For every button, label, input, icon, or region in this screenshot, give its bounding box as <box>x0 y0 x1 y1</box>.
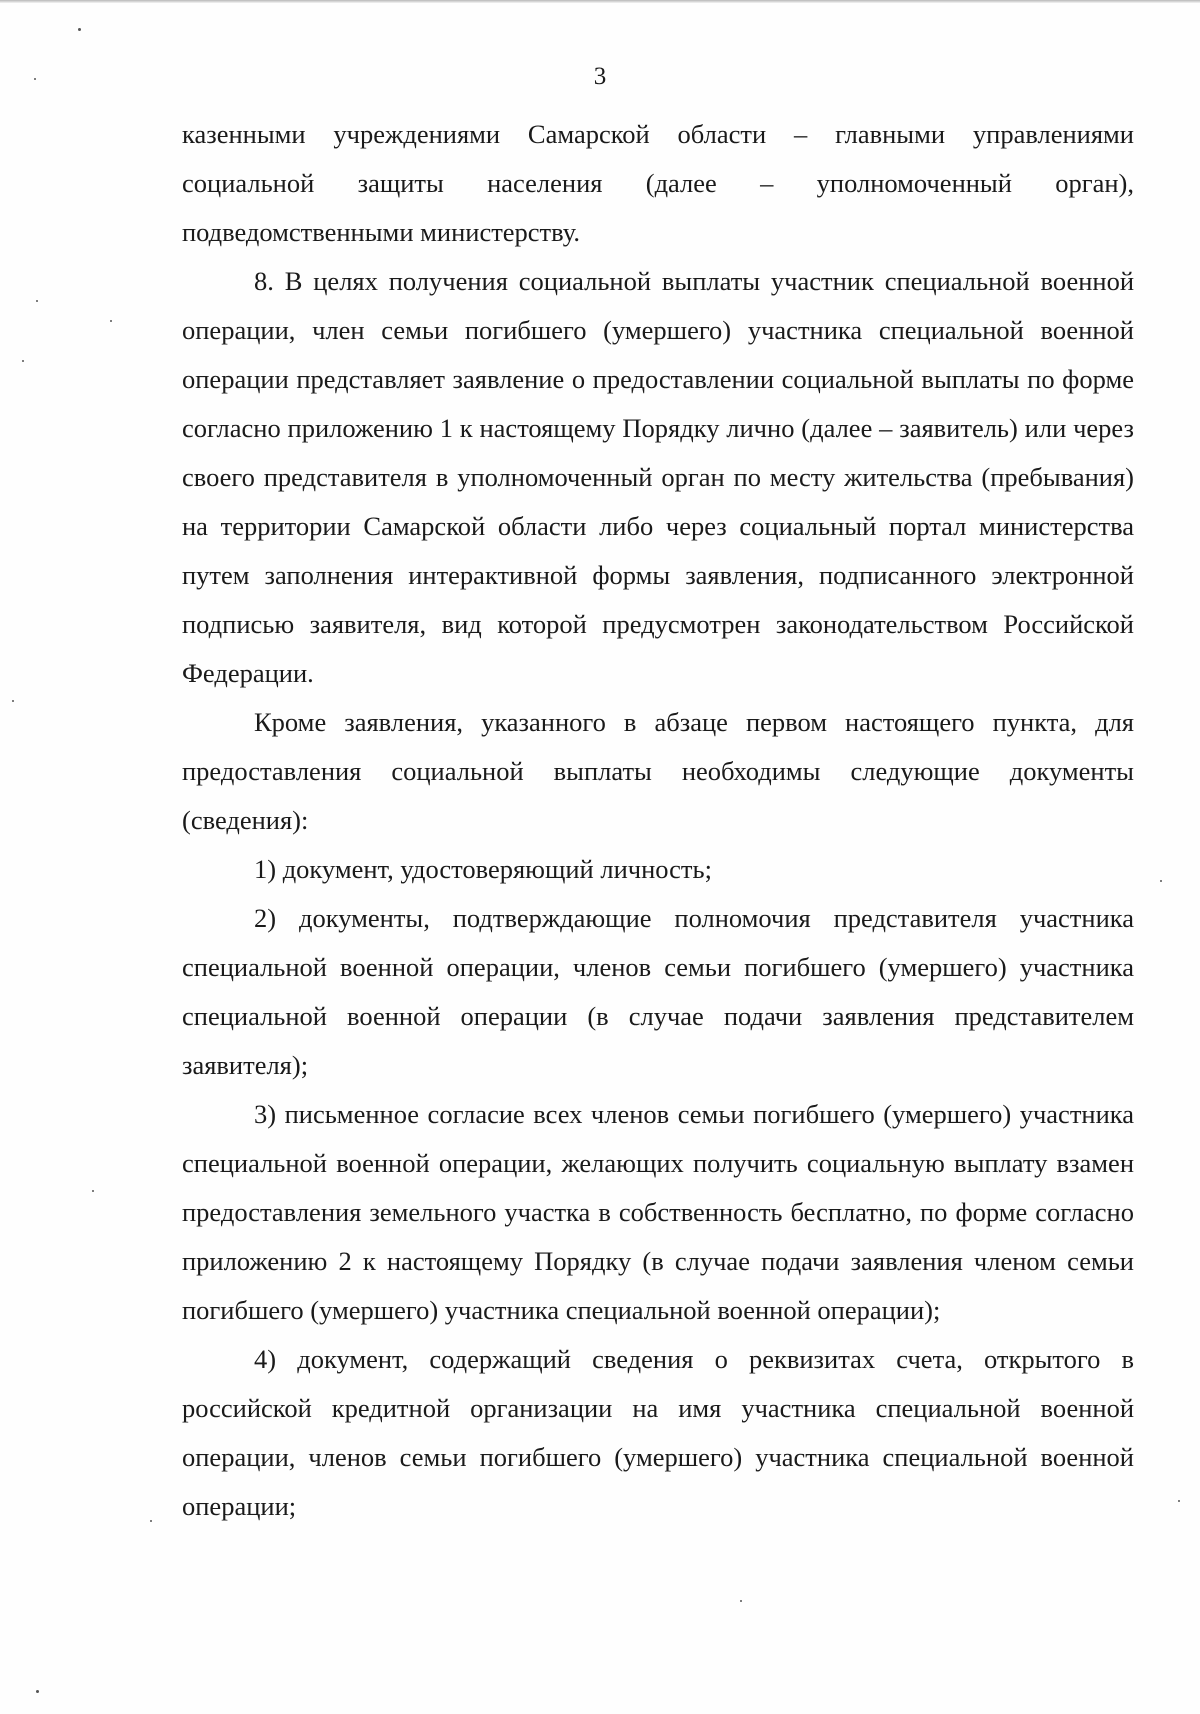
page-number: 3 <box>593 63 607 90</box>
document-body <box>182 110 1134 1531</box>
scan-speck <box>740 1600 742 1602</box>
scan-speck <box>36 1690 39 1693</box>
list-item-1: 1) документ, удостоверяющий личность; <box>254 854 712 884</box>
scan-speck <box>78 28 81 31</box>
paragraph-item-8: 8. В целях получения социальной выплаты участник специальной военной операции, член семьи погибшего (умершего) участника специальной военной операции представляет заявление о предоставлении социальной выплаты по форме согласно приложению 1 к настоящему Порядку лично (далее – заявитель) или через своего представителя в уполномоченный орган по месту жительства (пребывания) на территории Самарской области либо через социальный портал министерства путем заполнения интерактивной формы заявления, подписанного электронной подписью заявителя, вид которой предусмотрен законодательством Российской Федерации. <box>182 266 1134 688</box>
scan-speck <box>12 700 14 702</box>
scan-speck <box>1178 1500 1180 1502</box>
list-item-4: 4) документ, содержащий сведения о реквизитах счета, открытого в российской кредитной организации на имя участника специальной военной операции, членов семьи погибшего (умершего) участника специальной военной операции; <box>182 1344 1134 1521</box>
scan-top-edge <box>0 0 1200 3</box>
scan-speck <box>150 1520 152 1522</box>
paragraph-documents-intro: Кроме заявления, указанного в абзаце первом настоящего пункта, для предоставления социальной выплаты необходимы следующие документы (сведения): <box>182 707 1134 835</box>
scan-speck <box>110 320 112 322</box>
scan-speck <box>36 300 38 302</box>
scan-speck <box>34 78 36 80</box>
scan-speck <box>92 1190 94 1192</box>
paragraph-continuation: казенными учреждениями Самарской области – главными управлениями социальной защиты населения (далее – уполномоченный орган), подведомственными министерству. <box>182 119 1134 247</box>
list-item-3: 3) письменное согласие всех членов семьи погибшего (умершего) участника специальной военной операции, желающих получить социальную выплату взамен предоставления земельного участка в собственность бесплатно, по форме согласно приложению 2 к настоящему Порядку (в случае подачи заявления членом семьи погибшего (умершего) участника специальной военной операции); <box>182 1099 1134 1325</box>
scan-speck <box>1160 880 1162 882</box>
list-item-2: 2) документы, подтверждающие полномочия представителя участника специальной военной операции, членов семьи погибшего (умершего) участника специальной военной операции (в случае подачи заявления представителем заявителя); <box>182 903 1134 1080</box>
scan-speck <box>22 360 24 362</box>
